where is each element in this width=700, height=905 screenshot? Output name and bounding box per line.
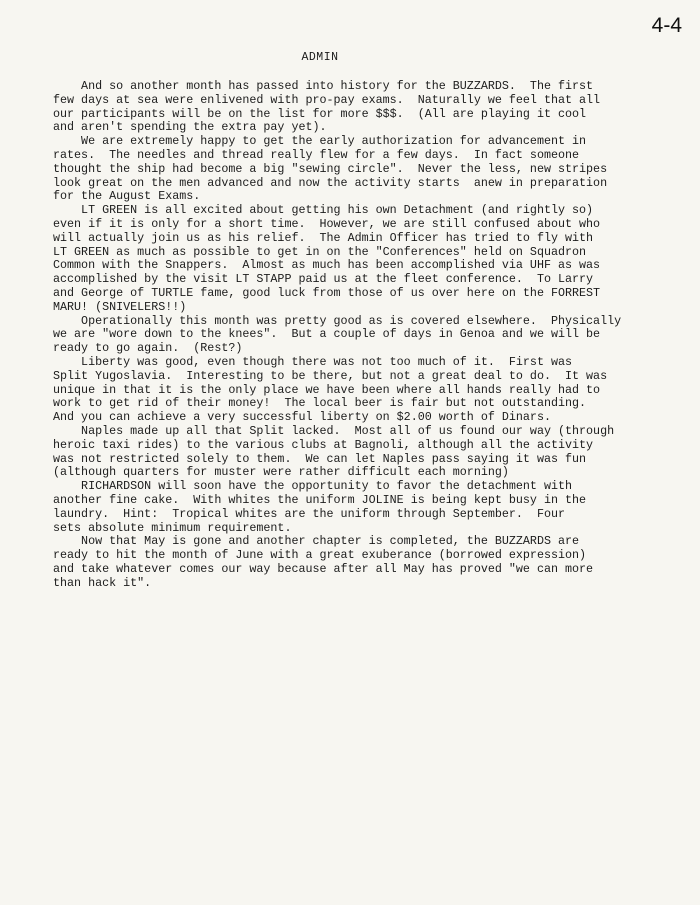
text-line: rates. The needles and thread really flew for a few days. In fact someone — [53, 147, 580, 162]
text-line: accomplished by the visit LT STAPP paid us at the fleet conference. To Larry — [53, 272, 594, 287]
text-line: ready to go again. (Rest?) — [53, 341, 243, 356]
text-line: was not restricted solely to them. We can let Naples pass saying it was fun — [53, 451, 587, 466]
text-line: our participants will be on the list for more $$$. (All are playing it cool — [53, 106, 587, 121]
text-line: Split Yugoslavia. Interesting to be there, but not a great deal to do. It was — [53, 368, 608, 383]
text-line: even if it is only for a short time. However, we are still confused about who — [53, 216, 601, 231]
body-text — [53, 80, 653, 590]
text-line: Liberty was good, even though there was not too much of it. First was — [53, 354, 573, 369]
page-heading: ADMIN — [301, 51, 339, 64]
text-line: we are "wore down to the knees". But a couple of days in Genoa and we will be — [53, 327, 601, 342]
text-line: sets absolute minimum requirement. — [53, 520, 292, 535]
text-line: laundry. Hint: Tropical whites are the uniform through September. Four — [53, 506, 565, 521]
text-line: And you can achieve a very successful liberty on $2.00 worth of Dinars. — [53, 410, 551, 425]
text-line: Now that May is gone and another chapter is completed, the BUZZARDS are — [53, 534, 580, 549]
text-line: work to get rid of their money! The local beer is fair but not outstanding. — [53, 396, 587, 411]
page-number: 4-4 — [651, 14, 682, 37]
text-line: MARU! (SNIVELERS!!) — [53, 299, 187, 314]
text-line: and George of TURTLE fame, good luck from those of us over here on the FORREST — [53, 285, 601, 300]
text-line: than hack it". — [53, 575, 152, 590]
text-line: And so another month has passed into history for the BUZZARDS. The first — [53, 79, 594, 93]
text-line: (although quarters for muster were rather difficult each morning) — [53, 465, 509, 480]
text-line: and aren't spending the extra pay yet). — [53, 120, 327, 135]
text-line: heroic taxi rides) to the various clubs at Bagnoli, although all the activity — [53, 437, 594, 452]
text-line: LT GREEN is all excited about getting his own Detachment (and rightly so) — [53, 203, 594, 218]
text-line: LT GREEN as much as possible to get in on the "Conferences" held on Squadron — [53, 244, 587, 259]
text-line: unique in that it is the only place we have been where all hands really had to — [53, 382, 601, 397]
text-line: look great on the men advanced and now the activity starts anew in preparation — [53, 175, 608, 190]
text-line: Operationally this month was pretty good as is covered elsewhere. Physically — [53, 313, 622, 328]
text-line: Naples made up all that Split lacked. Most all of us found our way (through — [53, 423, 615, 438]
text-line: will actually join us as his relief. The Admin Officer has tried to fly with — [53, 230, 594, 245]
text-line: Common with the Snappers. Almost as much has been accomplished via UHF as was — [53, 258, 601, 273]
text-line: and take whatever comes our way because after all May has proved "we can more — [53, 561, 594, 576]
text-line: RICHARDSON will soon have the opportunity to favor the detachment with — [53, 479, 573, 494]
text-line: We are extremely happy to get the early authorization for advancement in — [53, 134, 587, 149]
text-line: for the August Exams. — [53, 189, 201, 204]
text-line: ready to hit the month of June with a great exuberance (borrowed expression) — [53, 548, 587, 563]
text-line: another fine cake. With whites the uniform JOLINE is being kept busy in the — [53, 492, 587, 507]
text-line: few days at sea were enlivened with pro-pay exams. Naturally we feel that all — [53, 92, 601, 107]
text-line: thought the ship had become a big "sewing circle". Never the less, new stripes — [53, 161, 608, 176]
